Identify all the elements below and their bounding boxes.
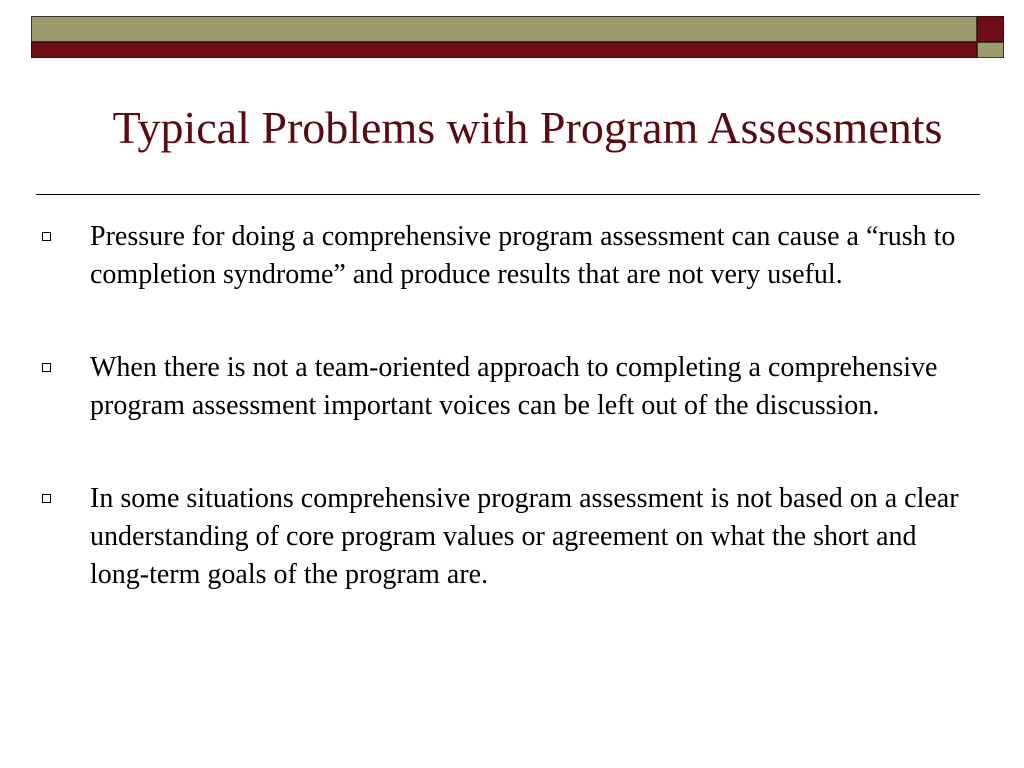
- header-square-maroon: [977, 16, 1004, 42]
- slide-title: Typical Problems with Program Assessments: [112, 102, 943, 153]
- bullet-text: In some situations comprehensive program assessment is not based on a clear understanding of core program values or agreement on what the short and long-term goals of the program are.: [90, 483, 959, 590]
- header-band-olive: [31, 16, 977, 42]
- header-square-olive: [977, 42, 1004, 58]
- bullet-text: When there is not a team-oriented approach to completing a comprehensive program assessment important voices can be left out of the discussion.: [90, 352, 938, 421]
- bullet-text: Pressure for doing a comprehensive program assessment can cause a “rush to completion syndrome” and produce results that are not very useful.: [90, 221, 956, 290]
- hollow-square-bullet-icon: [42, 232, 51, 241]
- title-divider: [36, 194, 980, 195]
- bullet-item: [36, 218, 976, 294]
- hollow-square-bullet-icon: [42, 494, 51, 503]
- header-band-maroon: [31, 42, 977, 58]
- bullet-item: [36, 349, 976, 425]
- hollow-square-bullet-icon: [42, 363, 51, 372]
- bullet-list: [36, 218, 976, 649]
- bullet-item: [36, 480, 976, 594]
